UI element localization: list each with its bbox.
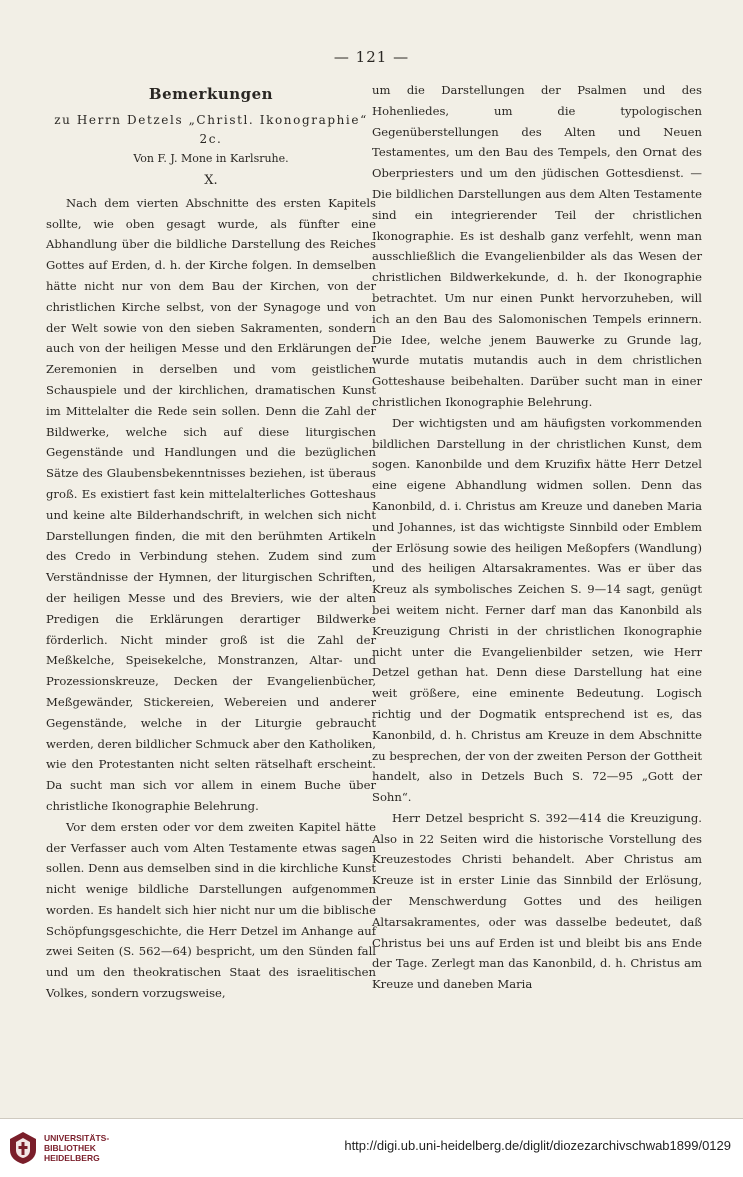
- body-paragraph: Vor dem ersten oder vor dem zweiten Kapitel hätte der Verfasser auch vom Alten Testamente etwas sagen sollen. Denn aus demselben sind in die kirchliche Kunst nicht wenige bildliche Darstellungen aufgenommen worden. Es handelt sich hier nicht nur um die biblische Schöpfungsgeschichte, die Herr Detzel im Anhange auf zwei Seiten (S. 562—64) bespricht, um den Sünden fall und um den theokratischen Staat des israelitischen Volkes, sondern vorzugsweise,: [46, 819, 376, 1001]
- permalink-url[interactable]: http://digi.ub.uni-heidelberg.de/diglit/diozezarchivschwab1899/0129: [344, 1138, 731, 1153]
- body-paragraph: um die Darstellungen der Psalmen und des Hohenliedes, um die typologischen Gegenüberstellungen des Alten und Neuen Testamentes, um den Bau des Tempels, den Ornat des Oberpriesters und um den jüdischen Gottesdienst. — Die bildlichen Darstellungen aus dem Alten Testamente sind ein integrierender Teil der christlichen Ikonographie. Es ist deshalb ganz verfehlt, wenn man ausschließlich die Evangelienbilder als das Wesen der christlichen Bildwerkekunde, d. h. der Ikonographie betrachtet. Um nur einen Punkt hervorzuheben, will ich an den Bau des Salomonischen Tempels erinnern. Die Idee, welche jenem Bauwerke zu Grunde lag, wurde mutatis mutandis auch in dem christlichen Gotteshause beibehalten. Darüber sucht man in einer christlichen Ikonographie Belehrung.: [372, 83, 702, 409]
- university-seal-icon: [8, 1130, 38, 1166]
- body-paragraph: Der wichtigsten und am häufigsten vorkommenden bildlichen Darstellung in der christlichen Kunst, dem sogen. Kanonbilde und dem Kruzifix hätte Herr Detzel eine eigene Abhandlung widmen sollen. Denn das Kanonbild, d. i. Christus am Kreuze und daneben Maria und Johannes, ist das wichtigste Sinnbild oder Emblem der Erlösung sowie des heiligen Meßopfers (Wandlung) und des heiligen Altarsakramentes. Was er über das Kreuz als symbolisches Zeichen S. 9—14 sagt, genügt bei weitem nicht. Ferner darf man das Kanonbild als Kreuzigung Christi in der christlichen Ikonographie nicht unter die Evangelienbilder setzen, wie Herr Detzel gethan hat. Denn diese Darstellung hat eine weit größere, eine eminente Bedeutung. Logisch richtig und der Dogmatik entsprechend ist es, das Kanonbild, d. h. Christus am Kreuze in dem Abschnitte zu besprechen, der von der zweiten Person der Gottheit handelt, also in Detzels Buch S. 72—95 „Gott der Sohn“.: [372, 415, 702, 805]
- logo-line: UNIVERSITÄTS-: [44, 1133, 110, 1143]
- right-column: [372, 80, 702, 995]
- article-author: Von F. J. Mone in Karlsruhe.: [133, 151, 289, 165]
- page-number-header: — 121 —: [333, 48, 410, 66]
- article-title: Bemerkungen: [148, 85, 274, 103]
- library-logo-text: [44, 1133, 109, 1163]
- viewer-footer: [0, 1118, 743, 1177]
- section-number: X.: [204, 172, 218, 188]
- article-subtitle: zu Herrn Detzels „Christl. Ikonographie“ 2c.: [54, 112, 368, 146]
- logo-line: BIBLIOTHEK: [44, 1143, 96, 1153]
- logo-line: HEIDELBERG: [44, 1153, 100, 1163]
- body-paragraph: Nach dem vierten Abschnitte des ersten Kapitels sollte, wie oben gesagt wurde, als fünfter eine Abhandlung über die bildliche Darstellung des Reiches Gottes auf Erden, d. h. der Kirche folgen. In demselben hätte nicht nur von dem Bau der Kirchen, von der christlichen Kirche selbst, von der Synagoge und von der Welt sowie von den sieben Sakramenten, sondern auch von der heiligen Messe und den Erklärungen der Zeremonien in derselben und vom geistlichen Schauspiele und der kirchlichen, dramatischen Kunst im Mittelalter die Rede sein sollen. Denn die Zahl der Bildwerke, welche sich auf diese liturgischen Gegenstände und Handlungen und die bezüglichen Sätze des Glaubensbekenntnisses beziehen, ist überaus groß. Es existiert fast kein mittelalterliches Gotteshaus und keine alte Bilderhandschrift, in welchen sich nicht Darstellungen finden, die mit den berühmten Artikeln des Credo in Verbindung stehen. Zudem sind zum Verständnisse der Hymnen, der liturgischen Schriften, der heiligen Messe und des Breviers, wie der alten Predigen die Erklärungen derartiger Bildwerke förderlich. Nicht minder groß ist die Zahl der Meßkelche, Speisekelche, Monstranzen, Altar- und Prozessionskreuze, Decken der Evangelienbücher, Meßgewänder, Stickereien, Webereien und anderer Gegenstände, welche in der Liturgie gebraucht werden, deren bildlicher Schmuck aber den Katholiken, wie den Protestanten nicht selten rätselhaft erscheint. Da sucht man sich vor allem in einem Buche über christliche Ikonographie Belehrung.: [46, 195, 376, 813]
- left-column: [46, 80, 376, 1004]
- body-paragraph: Herr Detzel bespricht S. 392—414 die Kreuzigung. Also in 22 Seiten wird die historische Vorstellung des Kreuzestodes Christi behandelt. Aber Christus am Kreuze ist in erster Linie das Sinnbild der Erlösung, der Menschwerdung Gottes und des heiligen Altarsakramentes, oder was dasselbe bedeutet, daß Christus bei uns auf Erden ist und bleibt bis ans Ende der Tage. Zerlegt man das Kanonbild, d. h. Christus am Kreuze und daneben Maria: [372, 810, 702, 992]
- footer-divider: [0, 1118, 743, 1119]
- library-logo[interactable]: [8, 1130, 109, 1166]
